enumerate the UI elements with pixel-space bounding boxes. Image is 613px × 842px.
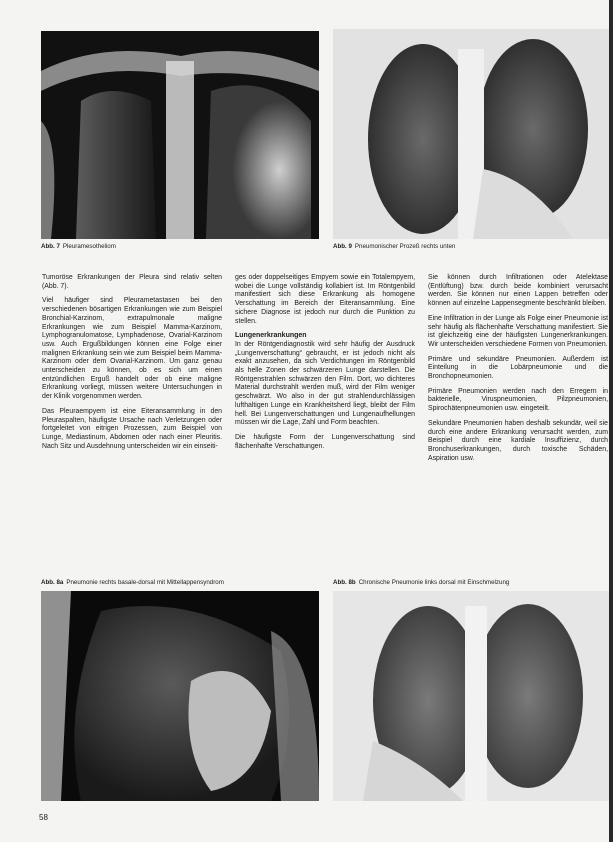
figure-caption — [41, 243, 116, 251]
figure-caption — [333, 243, 455, 251]
page-edge — [609, 0, 613, 842]
figure-label: Abb. 8b — [333, 579, 356, 586]
paragraph: Primäre Pneumonien werden nach den Erregern in bakterielle, Viruspneumonien, Pilzpneumonien, Spirochätenpneumonien usw. eingeteilt. — [428, 387, 608, 413]
text-column-1 — [42, 274, 222, 457]
figure-caption-text: Pleuramesotheliom — [62, 243, 116, 250]
paragraph: In der Röntgendiagnostik wird sehr häufig der Ausdruck „Lungenverschattung“ gebraucht, er ist jedoch nicht als exakt anzusehen, da sich Verdichtungen im Röntgenbild als helle Zonen der schwärzeren Lunge darstellen. Die Röntgenstrahlen schwärzen den Film. Dort, wo dichteres Material durchstrahlt werden muß, wird der Film weniger geschwärzt. Wo also in der gut strahlendurchlässigen lufthaltigen Lunge ein Krankheitsherd liegt, bleibt der Film hell. Bei Lungenverschattungen und Lungenaufhellungen müssen wir die Lage, Zahl und Form beachten. — [235, 340, 415, 427]
paragraph: Die häufigste Form der Lungenverschattung sind flächenhafte Verschattungen. — [235, 433, 415, 450]
figure-label: Abb. 9 — [333, 243, 352, 250]
text-column-2 — [235, 274, 415, 457]
figure-caption-text: Pneumonie rechts basale-dorsal mit Mittellappensyndrom — [66, 579, 224, 586]
figure-label: Abb. 7 — [41, 243, 60, 250]
paragraph: Viel häufiger sind Pleurametastasen bei den verschiedenen bösartigen Erkrankungen wie zum Beispiel Bronchial-Karzinom, extrapulmonale maligne Erkrankungen wie zum Beispiel Mamma-Karzinom, Lymphogranulomatose, Lymphadenose, Ovarial-Karzinom usw. Auch Ergußbildungen können eine Folge einer malignen Erkrankung sein wie zum Beispiel beim Mamma-Karzinom oder dem Ovarial-Karzinom. Um ganz genau unterscheiden zu können, ob es sich um einen entzündlichen Erguß handelt oder ob eine maligne Erkrankung vorliegt, müssen weitere Untersuchungen in der Klinik vorgenommen werden. — [42, 297, 222, 401]
paragraph: Das Pleuraempyem ist eine Eiteransammlung in den Pleuraspalten, häufigste Ursache nach Verletzungen oder fortgeleitet von eitrigen Prozessen, zum Beispiel von Lunge, Mediastinum, Abdomen oder nach einer Pleuritis. Nach Sitz und Ausdehnung unterscheiden wir ein einseiti- — [42, 407, 222, 450]
figure-caption — [41, 579, 224, 587]
section-heading: Lungenerkrankungen — [235, 332, 307, 340]
paragraph: Primäre und sekundäre Pneumonien. Außerdem ist Einteilung in die Lobärpneumonie und die Bronchopneumonien. — [428, 355, 608, 381]
xray-image-fig8a — [41, 591, 319, 801]
xray-image-fig7 — [41, 31, 319, 239]
text-column-3 — [428, 274, 608, 469]
paragraph: ges oder doppelseitiges Empyem sowie ein Totalempyem, wobei die Lunge vollständig kollabiert ist. Im Röntgenbild manifestiert sich diese Erkrankung als homogene Verschattung im Bereich der Eiteransammlung. Eine sichere Diagnose ist jedoch nur durch die Punktion zu stellen. — [235, 274, 415, 325]
xray-image-fig9 — [333, 29, 609, 239]
figure-caption — [333, 579, 509, 587]
figure-caption-text: Chronische Pneumonie links dorsal mit Einschmelzung — [358, 579, 510, 586]
page-number: 58 — [39, 813, 48, 822]
paragraph: Eine Infiltration in der Lunge als Folge einer Pneumonie ist sehr häufig als flächenhafte Verschattung manifestiert. Sie ist gleichzeitig eine der häufigsten Lungenerkrankungen. Wir unterscheiden verschiedene Formen von Pneumonien. — [428, 314, 608, 348]
xray-image-fig8b — [333, 591, 609, 801]
paragraph: Sekundäre Pneumonien haben deshalb sekundär, weil sie durch eine andere Erkrankung verursacht werden, zum Beispiel durch eine kardiale Insuffizienz, durch Bronchuserkrankungen, durch toxische Schäden, Aspiration usw. — [428, 419, 608, 462]
paragraph: Sie können durch Infiltrationen oder Atelektase (Entlüftung) bzw. durch beide kombiniert verursacht werden. Sie können nur einen Lappen betreffen oder können auf einzelne Lappensegmente beschränkt bleiben. — [428, 274, 608, 308]
figure-label: Abb. 8a — [41, 579, 64, 586]
paragraph: Tumoröse Erkrankungen der Pleura sind relativ selten (Abb. 7). — [42, 274, 222, 290]
figure-caption-text: Pneumonischer Prozeß rechts unten — [354, 243, 456, 250]
